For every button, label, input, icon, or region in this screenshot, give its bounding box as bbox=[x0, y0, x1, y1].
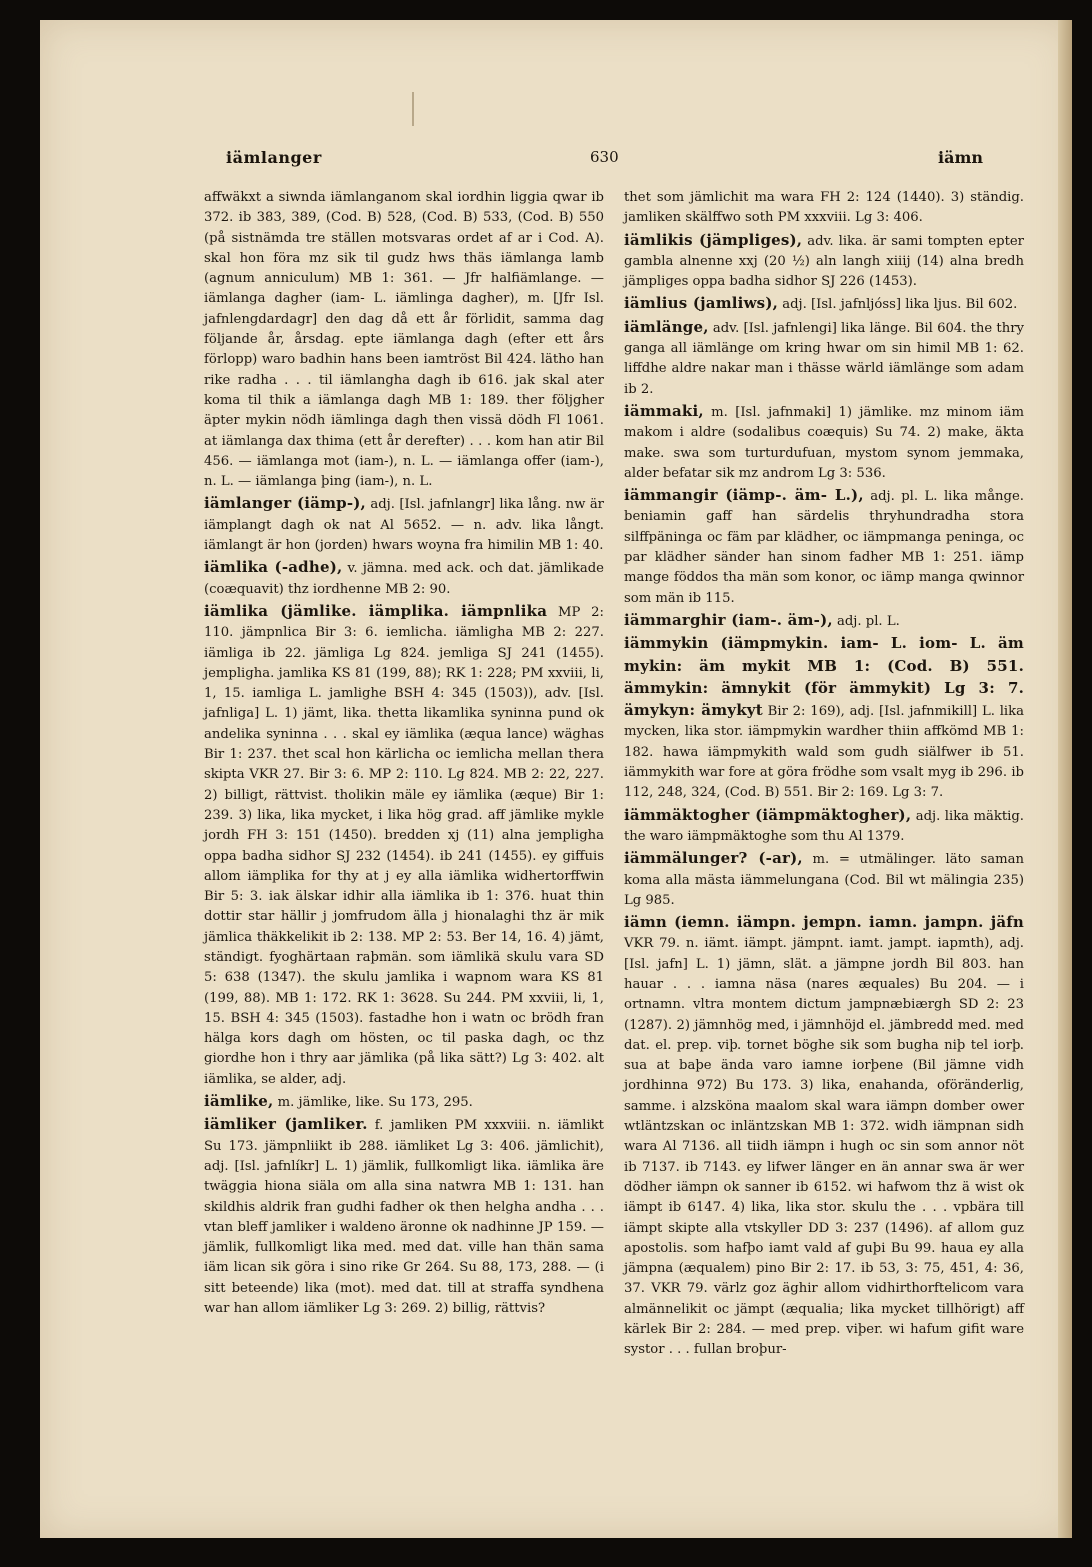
page-edge bbox=[1058, 20, 1072, 1538]
dictionary-entry bbox=[624, 610, 1024, 632]
dictionary-entry bbox=[624, 317, 1024, 400]
entry-body: adj. [Isl. jafnljóss] lika ljus. Bil 602. bbox=[782, 297, 1018, 313]
running-head-left-word: iämlanger bbox=[226, 148, 322, 167]
dictionary-entry bbox=[624, 230, 1024, 293]
entry-headword: iämmarghir (iam-. äm-), bbox=[624, 610, 833, 629]
running-head-right-word: iämn bbox=[938, 148, 984, 167]
pencil-mark bbox=[412, 92, 414, 126]
dictionary-entry bbox=[204, 557, 604, 600]
dictionary-entry bbox=[204, 1114, 604, 1319]
page-number: 630 bbox=[590, 148, 619, 166]
dictionary-entry bbox=[204, 186, 604, 492]
dictionary-entry bbox=[624, 186, 1024, 229]
dictionary-entry bbox=[624, 401, 1024, 484]
entry-body: f. jamliken PM xxxviii. n. iämlikt Su 173. jämpnliikt ib 288. iämliket Lg 3: 406. jämlichit), adj. [Isl. jafnlíkr] L. 1) jämlik, fullkomligt lika. iämlika äre twäggia hiona siäla om alla sina natwra MB 1: 131. han skildhis aldrik fran gudhi fadher ok then helgha andha . . . vtan bleff jamliker i waldeno äronne ok nadhinne JP 159. — jämlik, fullkomligt lika med. med dat. ville han thän sama iäm lican sik göra i sino rike Gr 264. Su 88, 173, 288. — (i sitt beteende) lika (mot). med dat. till at straffa syndhena war han allom iämliker Lg 3: 269. 2) billig, rättvis? bbox=[204, 1118, 604, 1317]
dictionary-entry bbox=[204, 493, 604, 556]
entry-headword: iämmykin (iämpmykin. iam- L. iom- L. äm mykin: äm mykit MB 1: (Cod. B) 551. ämmykin: ämnykit (för ämmykit) Lg 3: 7. ämykyn: ämykyt bbox=[624, 634, 1024, 720]
entry-body: m. = utmälinger. läto saman koma alla mästa iämmelungana (Cod. Bil wt mälingia 235) Lg 985. bbox=[624, 852, 1024, 908]
running-head bbox=[40, 144, 1058, 174]
dictionary-entry bbox=[624, 848, 1024, 911]
dictionary-page bbox=[40, 20, 1072, 1538]
dictionary-entry bbox=[624, 293, 1024, 315]
entry-body: affwäkxt a siwnda iämlanganom skal iordhin liggia qwar ib 372. ib 383, 389, (Cod. B) 528, (Cod. B) 533, (Cod. B) 550 (på sistnämda tre ställen motsvaras ordet af ar i Cod. A). skal hon föra mz sik til gudz hws thäs iämlanga lamb (agnum anniculum) MB 1: 361. — Jfr halfiämlange. — iämlanga dagher (iam- L. iämlinga dagher), m. [Jfr Isl. jafnlengdardagr] den dag då ett år förlidit, samma dag följande år, årsdag. epte iämlanga dagh (efter ett års förlopp) waro badhin hans been iamtröst Bil 424. lätho han rike radha . . . til iämlangha dagh ib 616. jak skal ater koma til thik a iämlanga dagh MB 1: 189. ther följgher äpter mykin nödh iämlinga dagh then vissä dödh Fl 1061. at iämlanga dax thima (ett år derefter) . . . kom han atir Bil 456. — iämlanga mot (iam-), n. L. — iämlanga offer (iam-), n. L. — iämlanga þing (iam-), n. L. bbox=[204, 190, 604, 490]
entry-headword: iämlänge, bbox=[624, 317, 709, 336]
entry-body: adj. pl. L. lika månge. beniamin gaff han särdelis thryhundradha stora silffpäninga oc fäm par klädher, oc iämpmanga peninga, oc par klädher sänder han sinom fadher MB 1: 251. iämp mange föddos tha män som konor, oc iämp manga qwinnor som män ib 115. bbox=[624, 489, 1024, 606]
left-column bbox=[204, 186, 604, 1319]
entry-headword: iämlika (-adhe), bbox=[204, 558, 343, 577]
entry-body: m. [Isl. jafnmaki] 1) jämlike. mz minom iäm makom i aldre (sodalibus coæquis) Su 74. 2) make, äkta make. swa som turturdufuan, mystom synom jemmaka, alder befatar sik mz androm Lg 3: 536. bbox=[624, 404, 1024, 481]
dictionary-entry bbox=[624, 912, 1024, 1361]
entry-headword: iämmälunger? (-ar), bbox=[624, 849, 803, 868]
entry-body: adj. pl. L. bbox=[837, 613, 900, 629]
entry-body: m. jämlike, like. Su 173, 295. bbox=[277, 1095, 473, 1111]
dictionary-entry bbox=[204, 601, 604, 1090]
entry-body: Bir 2: 169), adj. [Isl. jafnmikill] L. lika mycken, lika stor. iämpmykin wardher thiin affkömd MB 1: 182. hawa iämpmykith wald som gudh siälfwer ib 51. iämmykith war fore at göra frödhe som vsalt myg ib 296. ib 112, 248, 324, (Cod. B) 551. Bir 2: 169. Lg 3: 7. bbox=[624, 704, 1024, 801]
right-column bbox=[624, 186, 1024, 1361]
dictionary-entry bbox=[624, 485, 1024, 609]
entry-headword: iämlikis (jämpliges), bbox=[624, 230, 803, 249]
dictionary-entry bbox=[624, 633, 1024, 803]
entry-headword: iämlius (jamliws), bbox=[624, 294, 779, 313]
entry-headword: iämn (iemn. iämpn. jempn. iamn. jampn. jäfn bbox=[624, 913, 1024, 932]
entry-headword: iämmangir (iämp-. äm- L.), bbox=[624, 486, 864, 505]
entry-body: VKR 79. n. iämt. iämpt. jämpnt. iamt. jampt. iapmth), adj. [Isl. jafn] L. 1) jämn, slät. a jämpne jordh Bil 803. han hauar . . . iamna näsa (nares æquales) Bu 204. — i ortnamn. vltra montem dictum jampnæbiærgh SD 2: 23 (1287). 2) jämnhög med, i jämnhöjd el. jämbredd med. med dat. el. prep. viþ. tornet böghe sik som bugha niþ tel iorþ. sua at baþe ända varo iamne iorþene (Bil jämne vidh jordhinna 972) Bu 173. 3) lika, enahanda, oföränderlig, samme. i alzsköna maalom skal wara iämpn domber ower wtläntzskan oc inläntzskan MB 1: 372. widh iämpnan sidh wara Al 7136. all tiidh iämpn i hugh oc sin som annor nöt ib 7137. ib 7143. ey lifwer länger en än annar swa är wer dödher iämpn ok sanner ib 6152. wi hafwom thz ä wist ok iämpt ib 6147. 4) lika, lika stor. skulu the . . . vpbära till iämpt skipte alla vtskyller DD 3: 237 (1496). af allom guz apostolis. som hafþo iamt vald af guþi Bu 99. haua ey alla jämpna (æqualem) pino Bir 2: 17. ib 53, 3: 75, 451, 4: 36, 37. VKR 79. värlz goz äghir allom vidhirthorftelicom vara almännelikit oc jämpt (æqualia; lika mycket tillhörigt) aff kärlek Bir 2: 284. — med prep. viþer. wi hafum gifit ware systor . . . fullan broþur- bbox=[624, 936, 1024, 1358]
entry-body: thet som jämlichit ma wara FH 2: 124 (1440). 3) ständig. jamliken skälffwo soth PM xxxviii. Lg 3: 406. bbox=[624, 190, 1024, 226]
dictionary-entry bbox=[204, 1091, 604, 1113]
entry-body: adj. lika mäktig. the waro iämpmäktoghe som thu Al 1379. bbox=[624, 808, 1024, 844]
entry-headword: iämmäktogher (iämpmäktogher), bbox=[624, 805, 912, 824]
entry-headword: iämlike, bbox=[204, 1092, 274, 1111]
entry-headword: iämliker (jamliker. bbox=[204, 1115, 368, 1134]
entry-body: adv. [Isl. jafnlengi] lika länge. Bil 604. the thry ganga all iämlänge om kring hwar om sin himil MB 1: 62. liffdhe aldre nakar man i thässe wärld iämlänge som adam ib 2. bbox=[624, 320, 1024, 397]
entry-body: MP 2: 110. jämpnlica Bir 3: 6. iemlicha. iämligha MB 2: 227. iämliga ib 22. jämliga Lg 824. jemliga SJ 241 (1455). jempligha. jamlika KS 81 (199, 88); RK 1: 228; PM xxviii, li, 1, 15. iamliga L. jamlighe BSH 4: 345 (1503)), adv. [Isl. jafnliga] L. 1) jämt, lika. thetta likamlika syninna pund ok andelika syninna . . . skal ey iämlika (æqua lance) wäghas Bir 1: 237. thet scal hon kärlicha oc iemlicha mellan thera skipta VKR 27. Bir 3: 6. MP 2: 110. Lg 824. MB 2: 22, 227. 2) billigt, rättvist. tholikin mäle ey iämlika (æque) Bir 1: 239. 3) lika, lika mycket, i lika hög grad. aff jämlike mykle jordh FH 3: 151 (1450). bredden xj (11) alna jempligha oppa badha sidhor SJ 232 (1454). ib 241 (1455). ey giffuis allom iämplika for thy at j ey alla iämlika widhertorffwin Bir 5: 3. iak älskar idhir alla iämlika ib 1: 376. huat thin dottir star hällir j jomfrudom älla j hionalaghi thz är mik jämlica thäkkelikit ib 2: 138. MP 2: 53. Ber 14, 16. 4) jämt, ständigt. fyoghärtaan raþmän. som iämlikä skulu vara SD 5: 638 (1347). the skulu jamlika i wapnom wara KS 81 (199, 88). MB 1: 172. RK 1: 3628. Su 244. PM xxviii, li, 1, 15. BSH 4: 345 (1503). fastadhe hon i watn oc brödh fran hälga kors dagh om hösten, oc til paska dagh, oc thz giordhe hon i thry aar jämlika (på lika sätt?) Lg 3: 402. alt iämlika, se alder, adj. bbox=[204, 604, 604, 1087]
entry-body: adj. [Isl. jafnlangr] lika lång. nw är iämplangt dagh ok nat Al 5652. — n. adv. lika långt. iämlangt är hon (jorden) hwars woyna fra himilin MB 1: 40. bbox=[204, 497, 604, 554]
entry-headword: iämlika (jämlike. iämplika. iämpnlika bbox=[204, 601, 548, 620]
entry-body: v. jämna. med ack. och dat. jämlikade (coæquavit) thz iordhenne MB 2: 90. bbox=[204, 561, 604, 597]
entry-headword: iämmaki, bbox=[624, 401, 704, 420]
entry-body: adv. lika. är sami tompten epter gambla alnenne xxj (20 ½) aln langh xiiij (14) alna bredh jämpliges oppa badha sidhor SJ 226 (1453). bbox=[624, 233, 1024, 290]
entry-headword: iämlanger (iämp-), bbox=[204, 494, 366, 513]
dictionary-entry bbox=[624, 805, 1024, 848]
